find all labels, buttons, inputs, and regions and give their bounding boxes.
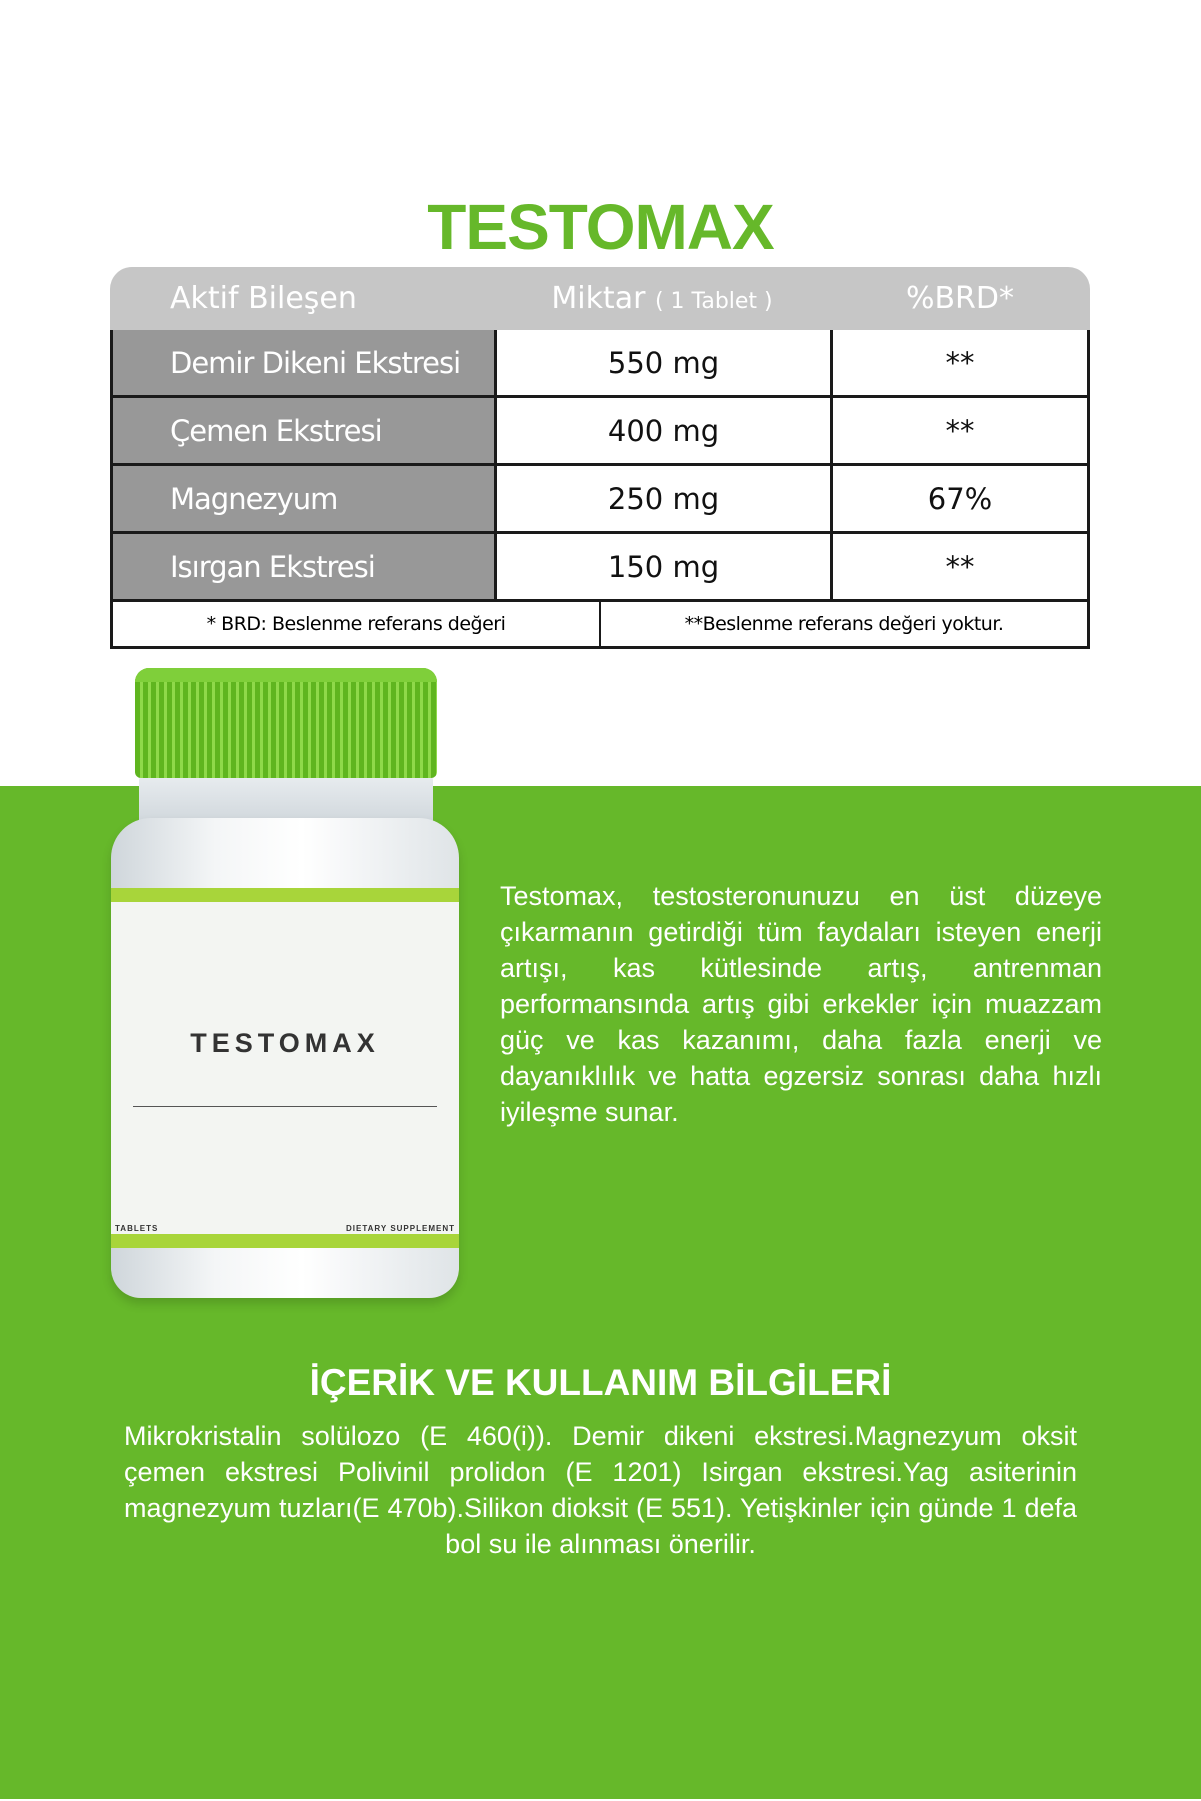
table-row [110, 330, 1090, 398]
bottle-supplement-text: DIETARY SUPPLEMENT [346, 1224, 455, 1233]
table-row [110, 534, 1090, 602]
bottle-cap [135, 668, 437, 778]
header-amount [494, 281, 830, 316]
table-row [110, 466, 1090, 534]
product-title: TESTOMAX [427, 191, 774, 263]
ingredient-name: Isırgan Ekstresi [113, 534, 497, 599]
footnote-brd: * BRD: Beslenme referans değeri [113, 602, 601, 646]
ingredient-rdv: ** [945, 345, 975, 380]
product-description: Testomax, testosteronunuzu en üst düzeye çıkarmanın getirdiği tüm faydaları isteyen enerji artışı, kas kütlesinde artış, antrenman performansında artış gibi erkekler için muazzam güç ve kas kazanımı, daha fazla enerji ve dayanıklılık ve hatta egzersiz sonrası daha hızlı iyileşme sunar. [500, 881, 1102, 1127]
table-row [110, 398, 1090, 466]
header-amount-unit: ( 1 Tablet ) [654, 289, 773, 314]
ingredient-rdv: 67% [927, 481, 993, 516]
header-rdv: %BRD* [905, 281, 1015, 316]
bottle-label [111, 888, 459, 1248]
ingredient-amount: 250 mg [497, 466, 833, 531]
footnote-no-brd: **Beslenme referans değeri yoktur. [684, 613, 1004, 635]
ingredients-heading: İÇERİK VE KULLANIM BİLGİLERİ [309, 1362, 892, 1403]
product-bottle-image [111, 668, 459, 1298]
ingredient-amount: 400 mg [497, 398, 833, 463]
ingredient-name: Çemen Ekstresi [113, 398, 497, 463]
header-ingredient: Aktif Bileşen [170, 281, 357, 316]
ingredients-table [110, 267, 1090, 649]
ingredients-text: Mikrokristalin solülozo (E 460(i)). Demir dikeni ekstresi.Magnezyum oksit çemen ekstresi Polivinil prolidon (E 1201) Isirgan ekstresi.Yag asiterinin magnezyum tuzları(E 470b).Silikon dioksit (E 551). Yetişkinler için günde 1 defa bol su ile alınması önerilir. [124, 1421, 1077, 1559]
label-divider [133, 1106, 437, 1107]
ingredient-rdv: ** [945, 549, 975, 584]
table-header [110, 267, 1090, 330]
bottle-brand: TESTOMAX [190, 1028, 380, 1058]
ingredient-amount: 150 mg [497, 534, 833, 599]
header-amount-label: Miktar [551, 281, 646, 316]
ingredient-rdv: ** [945, 413, 975, 448]
ingredient-amount: 550 mg [497, 330, 833, 395]
ingredient-name: Demir Dikeni Ekstresi [113, 330, 497, 395]
table-footnotes [110, 602, 1090, 649]
ingredient-name: Magnezyum [113, 466, 497, 531]
bottle-tablets-text: TABLETS [115, 1224, 159, 1233]
